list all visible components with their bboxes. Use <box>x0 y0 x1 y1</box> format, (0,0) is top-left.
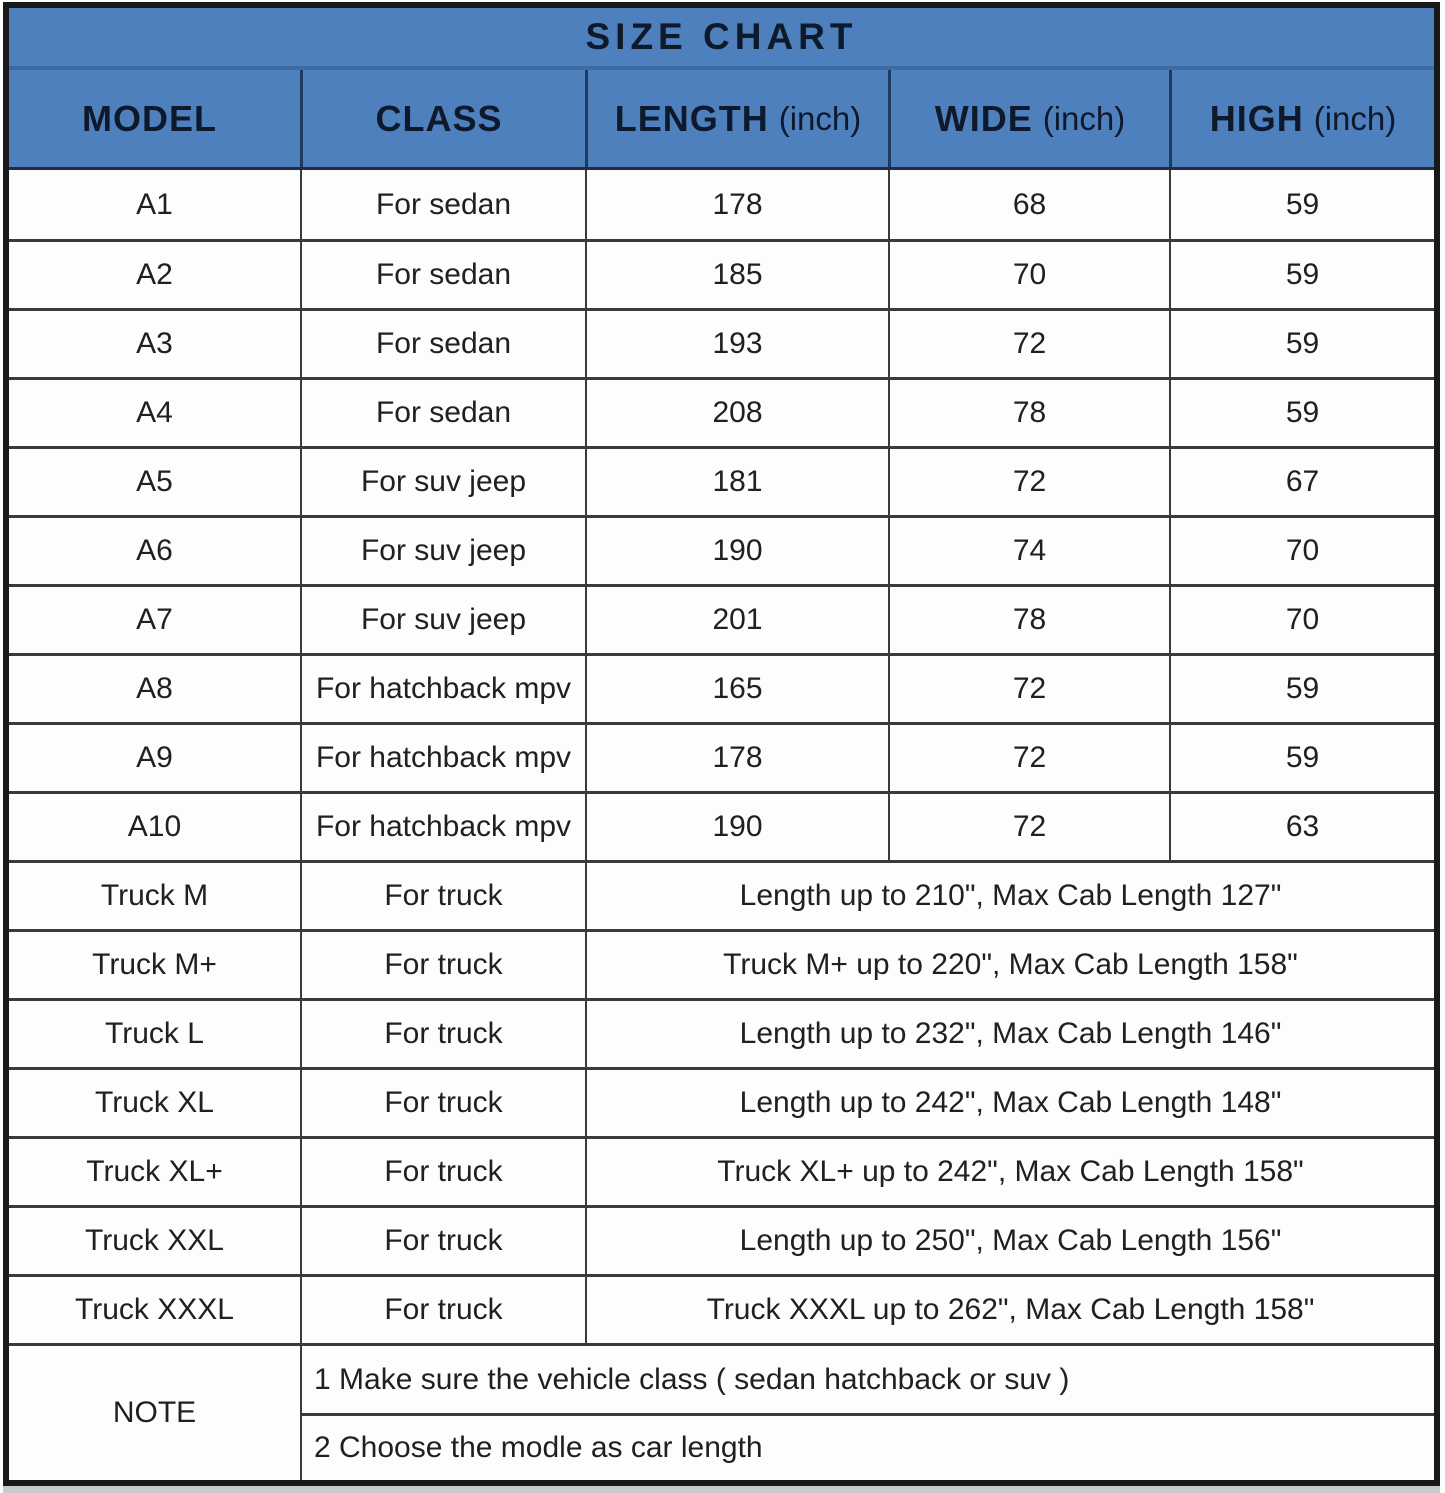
truck-spec-cell: Length up to 232", Max Cab Length 146" <box>585 1001 1434 1067</box>
class-cell: For suv jeep <box>300 587 585 653</box>
wide-cell: 72 <box>888 656 1169 722</box>
wide-cell: 72 <box>888 311 1169 377</box>
model-cell: Truck XL <box>95 1086 214 1119</box>
note-item-1: 1 Make sure the vehicle class ( sedan hatchback or suv ) <box>314 1362 1070 1396</box>
model-cell: A5 <box>136 465 173 498</box>
class-cell: For truck <box>300 863 585 929</box>
high-cell: 59 <box>1169 311 1434 377</box>
truck-spec-cell: Truck M+ up to 220", Max Cab Length 158" <box>585 932 1434 998</box>
class-cell: For sedan <box>300 311 585 377</box>
length-cell: 165 <box>585 656 888 722</box>
length-cell: 208 <box>585 380 888 446</box>
scan-edge-strip <box>3 1486 1440 1493</box>
high-cell: 59 <box>1169 242 1434 308</box>
model-cell: A9 <box>136 741 173 774</box>
table-row <box>9 584 1434 653</box>
header-label: MODEL <box>82 97 217 139</box>
header-cell-wide <box>888 70 1169 167</box>
table-row <box>9 170 1434 239</box>
wide-cell: 74 <box>888 518 1169 584</box>
length-cell: 185 <box>585 242 888 308</box>
note-row <box>9 1343 1434 1480</box>
model-cell: A10 <box>127 810 182 843</box>
class-cell: For suv jeep <box>300 449 585 515</box>
header-cell-class <box>300 70 585 167</box>
table-row <box>9 377 1434 446</box>
header-label: HIGH <box>1209 97 1304 139</box>
length-cell: 193 <box>585 311 888 377</box>
model-cell: A4 <box>136 396 173 429</box>
truck-spec-cell: Truck XXXL up to 262", Max Cab Length 158" <box>585 1277 1434 1343</box>
class-cell: For truck <box>300 1277 585 1343</box>
wide-cell: 70 <box>888 242 1169 308</box>
table-row <box>9 446 1434 515</box>
table-body <box>9 170 1434 1343</box>
header-label: CLASS <box>375 97 503 139</box>
truck-spec-cell: Length up to 250", Max Cab Length 156" <box>585 1208 1434 1274</box>
high-cell: 59 <box>1169 170 1434 239</box>
wide-cell: 68 <box>888 170 1169 239</box>
model-cell: Truck XXL <box>85 1224 224 1257</box>
class-cell: For truck <box>300 1208 585 1274</box>
table-row <box>9 722 1434 791</box>
class-cell: For truck <box>300 932 585 998</box>
model-cell: Truck XL+ <box>86 1155 223 1188</box>
header-cell-model <box>9 70 300 167</box>
length-cell: 181 <box>585 449 888 515</box>
table-row <box>9 791 1434 860</box>
note-items <box>300 1346 1434 1480</box>
high-cell: 63 <box>1169 794 1434 860</box>
length-cell: 190 <box>585 518 888 584</box>
table-row-truck <box>9 860 1434 929</box>
wide-cell: 78 <box>888 587 1169 653</box>
table-row-truck <box>9 1274 1434 1343</box>
note-label: NOTE <box>112 1396 197 1429</box>
class-cell: For truck <box>300 1070 585 1136</box>
header-unit: (inch) <box>1042 99 1126 137</box>
table-row <box>9 653 1434 722</box>
table-row-truck <box>9 1067 1434 1136</box>
header-label: LENGTH <box>614 97 769 139</box>
model-cell: A1 <box>136 187 173 221</box>
table-row <box>9 515 1434 584</box>
high-cell: 70 <box>1169 518 1434 584</box>
high-cell: 70 <box>1169 587 1434 653</box>
class-cell: For hatchback mpv <box>300 725 585 791</box>
class-cell: For sedan <box>300 242 585 308</box>
length-cell: 178 <box>585 170 888 239</box>
model-cell: Truck M+ <box>92 948 217 981</box>
class-cell: For suv jeep <box>300 518 585 584</box>
class-cell: For truck <box>300 1139 585 1205</box>
model-cell: A7 <box>136 603 173 636</box>
header-cell-high <box>1169 70 1434 167</box>
length-cell: 201 <box>585 587 888 653</box>
model-cell: A8 <box>136 672 173 705</box>
truck-spec-cell: Truck XL+ up to 242", Max Cab Length 158" <box>585 1139 1434 1205</box>
table-row-truck <box>9 1136 1434 1205</box>
table-row <box>9 308 1434 377</box>
high-cell: 59 <box>1169 725 1434 791</box>
size-chart-table <box>3 2 1440 1486</box>
header-label: WIDE <box>934 97 1033 139</box>
class-cell: For hatchback mpv <box>300 794 585 860</box>
high-cell: 67 <box>1169 449 1434 515</box>
header-unit: (inch) <box>778 99 862 137</box>
length-cell: 190 <box>585 794 888 860</box>
model-cell: A2 <box>136 258 173 291</box>
wide-cell: 72 <box>888 449 1169 515</box>
high-cell: 59 <box>1169 656 1434 722</box>
model-cell: Truck XXXL <box>75 1293 234 1326</box>
model-cell: Truck L <box>105 1017 204 1050</box>
header-unit: (inch) <box>1313 99 1397 137</box>
wide-cell: 72 <box>888 794 1169 860</box>
high-cell: 59 <box>1169 380 1434 446</box>
wide-cell: 72 <box>888 725 1169 791</box>
class-cell: For sedan <box>300 170 585 239</box>
class-cell: For hatchback mpv <box>300 656 585 722</box>
truck-spec-cell: Length up to 242", Max Cab Length 148" <box>585 1070 1434 1136</box>
table-row-truck <box>9 1205 1434 1274</box>
table-row <box>9 239 1434 308</box>
table-row-truck <box>9 929 1434 998</box>
length-cell: 178 <box>585 725 888 791</box>
header-cell-length <box>585 70 888 167</box>
class-cell: For truck <box>300 1001 585 1067</box>
table-header <box>9 70 1434 170</box>
model-cell: Truck M <box>100 879 209 912</box>
model-cell: A3 <box>136 327 173 360</box>
truck-spec-cell: Length up to 210", Max Cab Length 127" <box>585 863 1434 929</box>
table-row-truck <box>9 998 1434 1067</box>
class-cell: For sedan <box>300 380 585 446</box>
table-title: SIZE CHART <box>9 8 1434 70</box>
model-cell: A6 <box>136 534 173 567</box>
note-item-2: 2 Choose the modle as car length <box>302 1413 1434 1480</box>
wide-cell: 78 <box>888 380 1169 446</box>
